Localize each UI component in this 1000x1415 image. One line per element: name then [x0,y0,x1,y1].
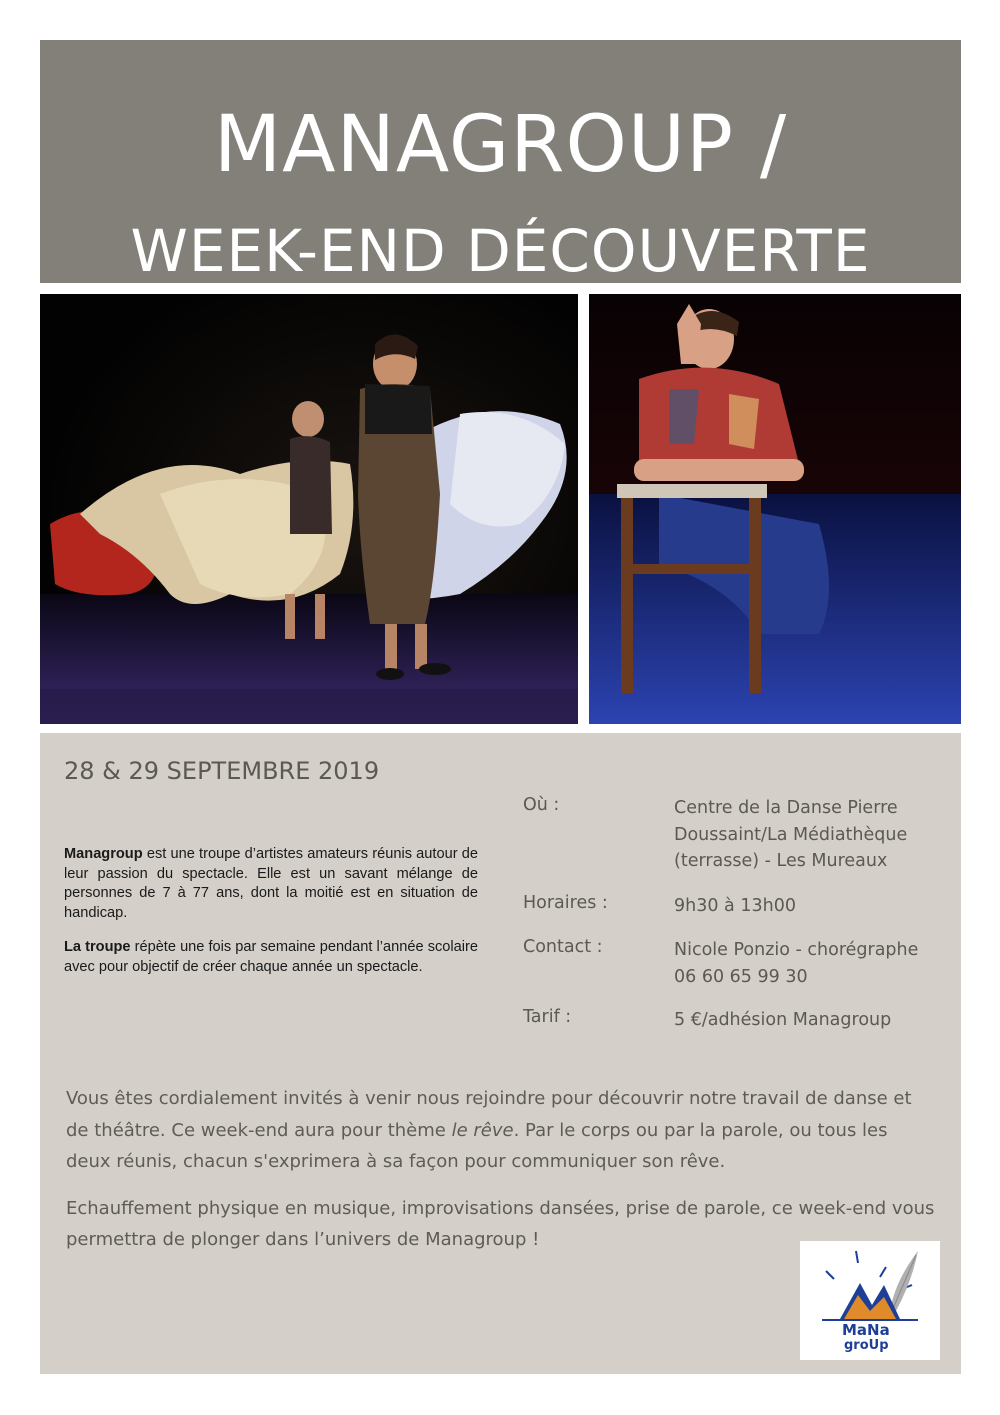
price-label: Tarif : [523,1007,572,1027]
title-line-2: WEEK-END DÉCOUVERTE [130,217,871,285]
event-details [523,795,943,1037]
invite-part-1: Vous êtes cordialement invités à venir nous rejoindre pour découvrir notre travail de danse et de théâtre. Ce week-end aura pour thème [66,1088,912,1141]
contact-label: Contact : [523,937,603,957]
intro-paragraph-1 [64,845,478,923]
detail-where [523,795,943,893]
intro-paragraph-2 [64,938,478,977]
invite-theme: le rêve [451,1119,514,1141]
intro-text-1: est une troupe d’artistes amateurs réunis autour de leur passion du spectacle. Elle est un savant mélange de personnes de 7 à 77 ans, dont la moitié est en situation de handicap. [64,846,478,921]
contact-phone: 06 60 65 99 30 [674,966,808,987]
dancers-with-fabric-photo [40,294,578,724]
managroup-logo [800,1241,940,1360]
title-line-1: MANAGROUP / [213,100,788,190]
logo-text-bottom: groUp [844,1338,889,1353]
logo-text-top: MaNa [842,1321,890,1339]
intro-bold-2: La troupe [64,939,131,955]
contact-name: Nicole Ponzio - chorégraphe [674,940,919,960]
event-date: 28 & 29 SEPTEMBRE 2019 [64,757,380,785]
where-label: Où : [523,795,560,815]
man-seated-at-stool-photo [589,294,961,724]
intro-text [64,845,478,992]
where-line-3: (terrasse) - Les Mureaux [674,851,888,871]
detail-contact [523,937,943,1007]
closing-paragraph: Echauffement physique en musique, improvisations dansées, prise de parole, ce week-end vous permettra de plonger dans l’univers de Managroup ! [66,1197,935,1250]
hours-value: 9h30 à 13h00 [674,896,796,916]
invite-part-2: . Par le corps ou par la parole, ou tous les deux réunis, chacun s'exprimera à sa façon pour communiquer son rêve. [66,1119,888,1172]
intro-bold-1: Managroup [64,846,143,862]
detail-price [523,1007,943,1037]
hours-label: Horaires : [523,893,608,913]
detail-hours [523,893,943,937]
where-value [674,795,943,875]
where-line-2: Doussaint/La Médiathèque [674,824,908,845]
intro-text-2: répète une fois par semaine pendant l’année scolaire avec pour objectif de créer chaque année un spectacle. [64,939,478,975]
price-value: 5 €/adhésion Managroup [674,1010,892,1030]
info-panel [40,733,961,1374]
where-line-1: Centre de la Danse Pierre [674,798,898,818]
title-banner [40,40,961,283]
invitation-paragraph [66,1083,936,1178]
contact-value [674,937,943,990]
